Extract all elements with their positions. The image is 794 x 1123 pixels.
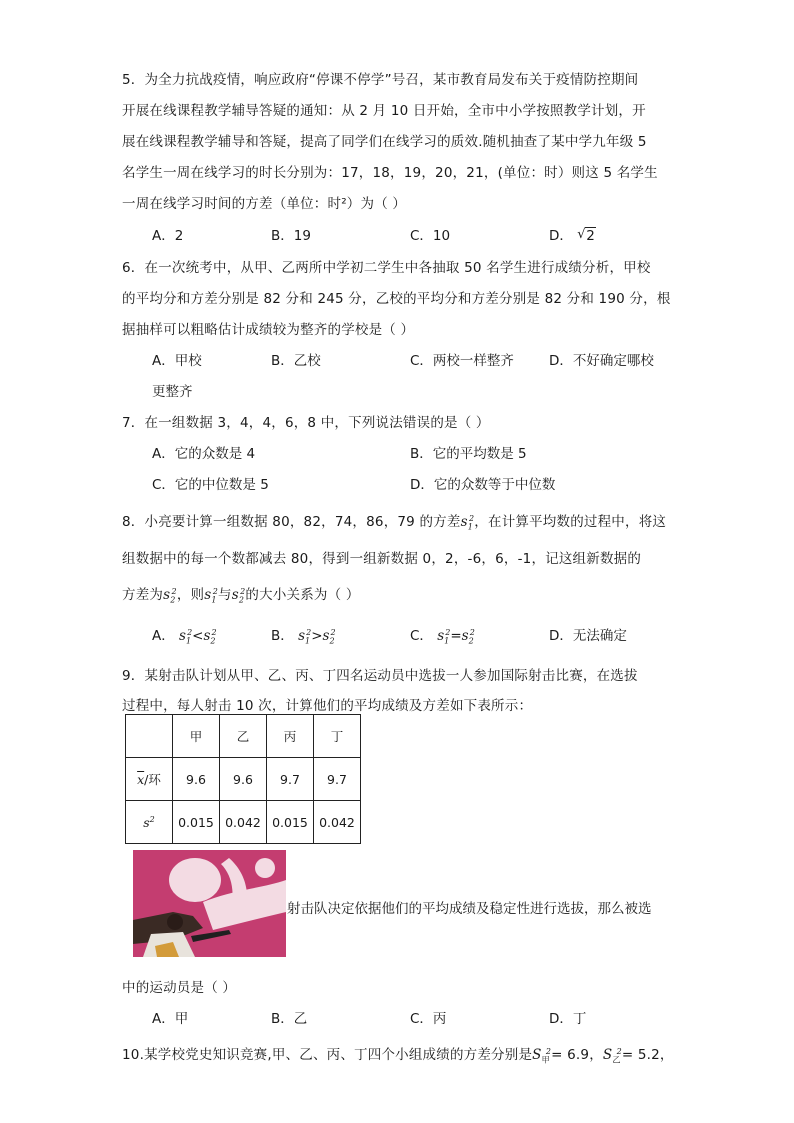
q8-option-a-relation: < (192, 628, 204, 644)
table-cell: 0.042 (314, 801, 361, 844)
table-row (126, 801, 361, 844)
q8-line-1-text-b: ，在计算平均数的过程中，将这 (474, 514, 667, 530)
q8-line-3-text-b: ，则 (176, 587, 205, 603)
table-header-cell: 丙 (267, 715, 314, 758)
mean-row-unit: /环 (144, 772, 161, 787)
sqrt-symbol: √ 2 (577, 227, 595, 244)
s-jia-squared: $S_甲^2$ (532, 1046, 552, 1065)
sqrt-radicand: 2 (586, 228, 595, 244)
q6-line-3: 据抽样可以粗略估计成绩较为整齐的学校是（ ） (122, 322, 415, 338)
x-bar-symbol: $\overline{x}$ (137, 772, 145, 787)
q5-option-a: A．2 (152, 228, 184, 244)
q8-option-c-relation: = (450, 628, 462, 644)
table-cell: 9.6 (173, 758, 220, 801)
table-header-cell: 丁 (314, 715, 361, 758)
q7-option-c: C．它的中位数是 5 (152, 477, 269, 493)
q6-option-c: C．两校一样整齐 (410, 353, 514, 369)
q8-option-c-label: C． (410, 628, 433, 644)
q6-line-2: 的平均分和方差分别是 82 分和 245 分，乙校的平均分和方差分别是 82 分和 190 分，根 (122, 291, 671, 307)
q8-line-2: 组数据中的每一个数都减去 80，得到一组新数据 0，2，-6，6，-1，记这组新数据的 (122, 551, 642, 567)
s2-squared: $s_2^2$ (322, 627, 336, 646)
q10-text: 10.某学校党史知识竞赛,甲、乙、丙、丁四个小组成绩的方差分别是 (122, 1047, 533, 1063)
s2-squared: $s_2^2$ (461, 627, 475, 646)
mean-row-label (126, 758, 173, 801)
s1-squared: $s_1^2$ (204, 586, 218, 605)
q8-option-d: D．无法确定 (549, 628, 627, 644)
q9-line-cont: 中的运动员是（ ） (122, 980, 237, 996)
s1-squared: $s_1^2$ (460, 513, 475, 532)
q8-option-a (152, 624, 217, 646)
q8-option-b-label: B． (271, 628, 294, 644)
q7-option-d: D．它的众数等于中位数 (410, 477, 556, 493)
q8-line-3-text-c: 与 (217, 587, 232, 603)
q5-option-d-label: D． (549, 228, 573, 244)
q7-option-b: B．它的平均数是 5 (410, 446, 527, 462)
q5-line-5: 一周在线学习时间的方差（单位：时²）为（ ） (122, 196, 407, 212)
s2-squared: $s_2^2$ (163, 586, 177, 605)
q9-option-d: D．丁 (549, 1011, 587, 1027)
shooting-photo (133, 850, 286, 957)
q9-option-c: C．丙 (410, 1011, 447, 1027)
table-header-cell (126, 715, 173, 758)
table-cell: 9.7 (267, 758, 314, 801)
s1-squared: $s_1^2$ (179, 627, 193, 646)
variance-row-label (126, 801, 173, 844)
q10-line (122, 1043, 674, 1066)
shooting-photo-graphic (133, 850, 286, 957)
q9-line-1: 9．某射击队计划从甲、乙、丙、丁四名运动员中选拔一人参加国际射击比赛，在选拔 (122, 668, 638, 684)
s1-squared: $s_1^2$ (437, 627, 451, 646)
q5-line-1: 5．为全力抗战疫情，响应政府“停课不停学”号召，某市教育局发布关于疫情防控期间 (122, 72, 639, 88)
q8-option-b-relation: > (311, 628, 323, 644)
q5-option-b: B．19 (271, 228, 311, 244)
table-cell: 0.015 (173, 801, 220, 844)
q6-option-d: D．不好确定哪校 (549, 353, 654, 369)
table-cell: 9.7 (314, 758, 361, 801)
table-header-row (126, 715, 361, 758)
q8-option-c (410, 624, 475, 646)
table-header-cell: 乙 (220, 715, 267, 758)
q7-line: 7．在一组数据 3，4，4，6，8 中，下列说法错误的是（ ） (122, 415, 490, 431)
q6-option-a: A．甲校 (152, 353, 202, 369)
q8-line-3-text-a: 方差为 (122, 587, 164, 603)
q10-s-jia-value: = 6.9， (551, 1047, 603, 1063)
q7-option-a: A．它的众数是 4 (152, 446, 256, 462)
s-squared-symbol: $s^2$ (143, 814, 155, 830)
q9-line-2: 过程中，每人射击 10 次，计算他们的平均成绩及方差如下表所示： (122, 698, 533, 714)
table-cell: 9.6 (220, 758, 267, 801)
scores-table (125, 714, 361, 844)
q9-after-image-text: 射击队决定依据他们的平均成绩及稳定性进行选拔，那么被选 (287, 901, 652, 917)
q5-line-2: 开展在线课程教学辅导答疑的通知：从 2 月 10 日开始，全市中小学按照教学计划，开 (122, 103, 646, 119)
q8-line-1 (122, 510, 666, 532)
q5-option-c: C．10 (410, 228, 451, 244)
q9-option-b: B．乙 (271, 1011, 308, 1027)
q5-option-d (549, 224, 596, 244)
q9-option-a: A．甲 (152, 1011, 189, 1027)
q5-line-3: 展在线课程教学辅导和答疑，提高了同学们在线学习的质效.随机抽查了某中学九年级 5 (122, 134, 647, 150)
q8-option-a-label: A． (152, 628, 175, 644)
q6-line-1: 6．在一次统考中，从甲、乙两所中学初二学生中各抽取 50 名学生进行成绩分析，甲校 (122, 260, 651, 276)
table-cell: 0.015 (267, 801, 314, 844)
q8-line-3-text-d: 的大小关系为（ ） (245, 587, 360, 603)
table-row (126, 758, 361, 801)
s2-squared: $s_2^2$ (203, 627, 217, 646)
q8-line-1-text-a: 8．小亮要计算一组数据 80，82，74，86，79 的方差 (122, 514, 461, 530)
q5-line-4: 名学生一周在线学习的时长分别为：17，18，19，20，21，(单位：时）则这 5 名学生 (122, 165, 658, 181)
q8-line-3 (122, 583, 360, 605)
s1-squared: $s_1^2$ (298, 627, 312, 646)
s-yi-squared: $S_乙^2$ (602, 1046, 622, 1065)
q8-option-b (271, 624, 336, 646)
q10-s-yi-value: = 5.2， (621, 1047, 674, 1063)
table-cell: 0.042 (220, 801, 267, 844)
q6-option-d-continued: 更整齐 (152, 384, 193, 400)
s2-squared: $s_2^2$ (231, 586, 246, 605)
q6-option-b: B．乙校 (271, 353, 321, 369)
table-header-cell: 甲 (173, 715, 220, 758)
